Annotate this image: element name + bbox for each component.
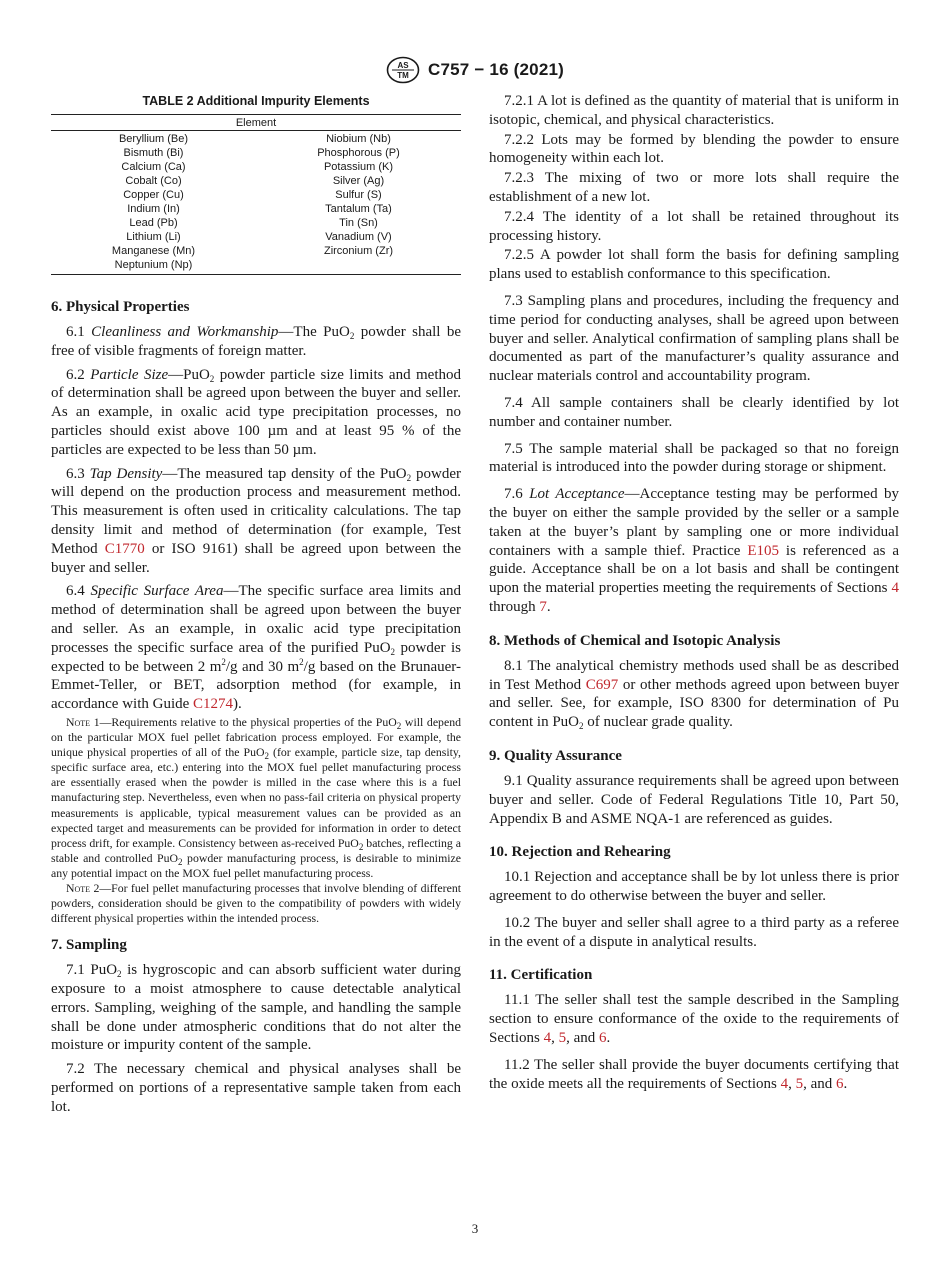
note-2: Note 2—For fuel pellet manufacturing processes that involve blending of different powders, consideration should be given to the compatibility of powders with widely different physical properties within the intended process.: [51, 880, 461, 926]
table-cell: Cobalt (Co): [125, 175, 182, 187]
table-cell: Vanadium (V): [325, 231, 392, 243]
table-2: [51, 94, 461, 275]
para-6-2: 6.2 Particle Size—PuO$_2$ powder particle size limits and method of determination shall be agreed upon between the buyer and seller. As an example, in oxalic acid type precipitation processes, no particles should exist above 100 µm and at least 95 % of the particles are expected to be less than 50 µm.: [51, 366, 461, 458]
table-cell: Phosphorous (P): [317, 147, 400, 159]
ref-c1274[interactable]: C1274: [193, 696, 234, 713]
table-cell: Copper (Cu): [123, 189, 184, 201]
table-cell: Lithium (Li): [126, 231, 181, 243]
table-cell: Sulfur (S): [335, 189, 382, 201]
table-cell: Zirconium (Zr): [323, 245, 394, 257]
para-11-1: 11.1 The seller shall test the sample described in the Sampling section to ensure conformance of the oxide to the requirements of Sections 4, 5, and 6.: [489, 992, 899, 1047]
table-column-header: Element: [51, 115, 461, 131]
section-7-title: 7. Sampling: [51, 937, 127, 954]
table-body: [51, 131, 461, 275]
section-9-title: 9. Quality Assurance: [489, 747, 622, 764]
table-cell: Silver (Ag): [332, 175, 385, 187]
para-10-2: 10.2 The buyer and seller shall agree to a third party as a referee in the event of a dispute in analytical results.: [489, 914, 899, 950]
right-column: [489, 92, 899, 1093]
para-7-2-1: 7.2.1 A lot is defined as the quantity of material that is uniform in isotopic, chemical, and physical characteristics.: [489, 93, 899, 128]
table-cell: Manganese (Mn): [111, 245, 196, 257]
para-7-2-2: 7.2.2 Lots may be formed by blending the powder to ensure homogeneity within each lot.: [489, 131, 899, 167]
para-7-2: 7.2 The necessary chemical and physical analyses shall be performed on portions of a representative sample taken from each lot.: [51, 1061, 461, 1115]
para-8-1: 8.1 The analytical chemistry methods used shall be as described in Test Method C697 or other methods agreed upon between buyer and seller. See, for example, ISO 8300 for determination of Pu content in PuO$_2$ of nuclear grade quality.: [489, 657, 899, 732]
para-10-1: 10.1 Rejection and acceptance shall be by lot unless there is prior agreement to do otherwise between the buyer and seller.: [489, 869, 899, 905]
table-cell: Tantalum (Ta): [325, 203, 392, 215]
page-number: 3: [471, 1221, 479, 1236]
ref-section-4[interactable]: 4: [891, 580, 899, 597]
para-7-2-3: 7.2.3 The mixing of two or more lots shall require the establishment of a new lot.: [489, 170, 899, 205]
left-column: [51, 92, 461, 1117]
svg-text:AS: AS: [397, 61, 409, 70]
para-6-1: 6.1 Cleanliness and Workmanship—The PuO$_2$ powder shall be free of visible fragments of foreign matter.: [51, 324, 462, 359]
para-6-4: 6.4 Specific Surface Area—The specific surface area limits and method of determination shall be agreed upon between the buyer and seller. As an example, in oxalic acid type precipitation processes the specific surface area of the purified PuO$_2$ powder is expected to be between 2 $m^2/g$ and 30 $m^2/g$ based on the Brunauer-Emmet-Teller, or BET, adsorption method (for example, in accordance with Guide C1274).: [51, 583, 461, 713]
ref-section-6[interactable]: 6: [599, 1030, 607, 1047]
section-10-title: 10. Rejection and Rehearing: [489, 844, 671, 861]
ref-c1770[interactable]: C1770: [104, 540, 145, 557]
para-6-3: 6.3 Tap Density—The measured tap density of the PuO$_2$ powder will depend on the production process and measurement method. This measurement is often used in criticality calculations. The tap density limit and method of determination (for example, Test Method C1770 or ISO 9161) shall be agreed upon between the buyer and seller.: [51, 465, 461, 576]
para-11-2: 11.2 The seller shall provide the buyer documents certifying that the oxide meets all the requirements of Sections 4, 5, and 6.: [489, 1056, 899, 1092]
para-7-6: 7.6 Lot Acceptance—Acceptance testing may be performed by the buyer on either the sample provided by the seller or a sample taken at the buyer’s plant by sampling one or more individual containers with a sample thief. Practice E105 is referenced as a guide. Acceptance shall be on a lot basis and shall be contingent upon the material properties meeting the requirements of Sections 4 through 7.: [489, 486, 900, 615]
ref-section-7[interactable]: 7: [539, 598, 547, 615]
table-cell: Potassium (K): [323, 161, 394, 173]
ref-e105[interactable]: E105: [747, 542, 780, 559]
ref-section-5[interactable]: 5: [558, 1030, 567, 1047]
table-right-column: [256, 132, 461, 272]
document-id: C757 − 16 (2021): [428, 60, 564, 79]
table-cell: Lead (Pb): [129, 217, 178, 229]
ref-section-4[interactable]: 4: [543, 1030, 552, 1047]
page-header: [0, 56, 950, 84]
note-1: Note 1—Requirements relative to the physical properties of the PuO$_2$ will depend on the particular MOX fuel pellet fabrication process employed. For example, the unique physical properties of all of the PuO$_2$ (for example, particle size, tap density, specific surface area, etc.) entering into the MOX fuel pellet manufacturing process are essentially erased when the powder is milled in the case where this is a fuel manufacturing step. Nevertheless, even when no pass-fail criteria on physical property measurements is applicable, typical measurement values can be provided as an expected target and measurements can be provided for information in order to detect process drift, for example. Consistency between as-received PuO$_2$ batches, reflecting a stable and controlled PuO$_2$ powder manufacturing process, is desirable to minimize any potential impact on the MOX fuel pellet manufacturing process.: [51, 714, 461, 880]
ref-section-6[interactable]: 6: [836, 1075, 844, 1092]
astm-logo-icon: [386, 56, 420, 84]
para-7-5: 7.5 The sample material shall be packaged so that no foreign material is introduced into the powder during storage or shipment.: [489, 440, 899, 476]
table-cell: Neptunium (Np): [114, 259, 193, 271]
section-8-title: 8. Methods of Chemical and Isotopic Analysis: [489, 632, 781, 649]
para-7-2-4: 7.2.4 The identity of a lot shall be retained throughout its processing history.: [489, 208, 899, 244]
svg-text:TM: TM: [397, 71, 409, 80]
table-caption: TABLE 2 Additional Impurity Elements: [142, 94, 370, 108]
ref-c697[interactable]: C697: [585, 676, 619, 693]
ref-section-5[interactable]: 5: [795, 1075, 804, 1092]
table-cell: Beryllium (Be): [118, 133, 189, 145]
para-7-2-5: 7.2.5 A powder lot shall form the basis for defining sampling plans used to establish conformance to this specification.: [489, 247, 899, 283]
ref-section-4[interactable]: 4: [780, 1075, 789, 1092]
section-11-title: 11. Certification: [489, 967, 593, 984]
para-9-1: 9.1 Quality assurance requirements shall be agreed upon between buyer and seller. Code of Federal Regulations Title 10, Part 50, Appendix B and ASME NQA-1 are referenced as guides.: [489, 772, 899, 827]
para-7-3: 7.3 Sampling plans and procedures, including the frequency and time period for conducting analyses, shall be agreed upon between buyer and seller. Analytical confirmation of sampling plans shall be documented as part of the manufacturer’s quality assurance and nuclear materials control and accountability program.: [489, 292, 899, 385]
section-6-title: 6. Physical Properties: [51, 299, 190, 315]
table-cell: Indium (In): [127, 203, 180, 215]
table-cell: Bismuth (Bi): [123, 147, 184, 159]
table-cell: Calcium (Ca): [121, 161, 186, 173]
table-cell: Tin (Sn): [339, 217, 378, 229]
para-7-4: 7.4 All sample containers shall be clearly identified by lot number and container number.: [489, 394, 899, 430]
table-left-column: [51, 132, 256, 272]
para-7-1: 7.1 PuO$_2$ is hygroscopic and can absorb sufficient water during exposure to a moist atmosphere to cause detectable analytical errors. Sampling, weighing of the sample, and handling the sample shall be done under atmospheric conditions that do not alter the moisture or impurity content of the sample.: [51, 962, 461, 1054]
table-cell: Niobium (Nb): [326, 133, 391, 145]
